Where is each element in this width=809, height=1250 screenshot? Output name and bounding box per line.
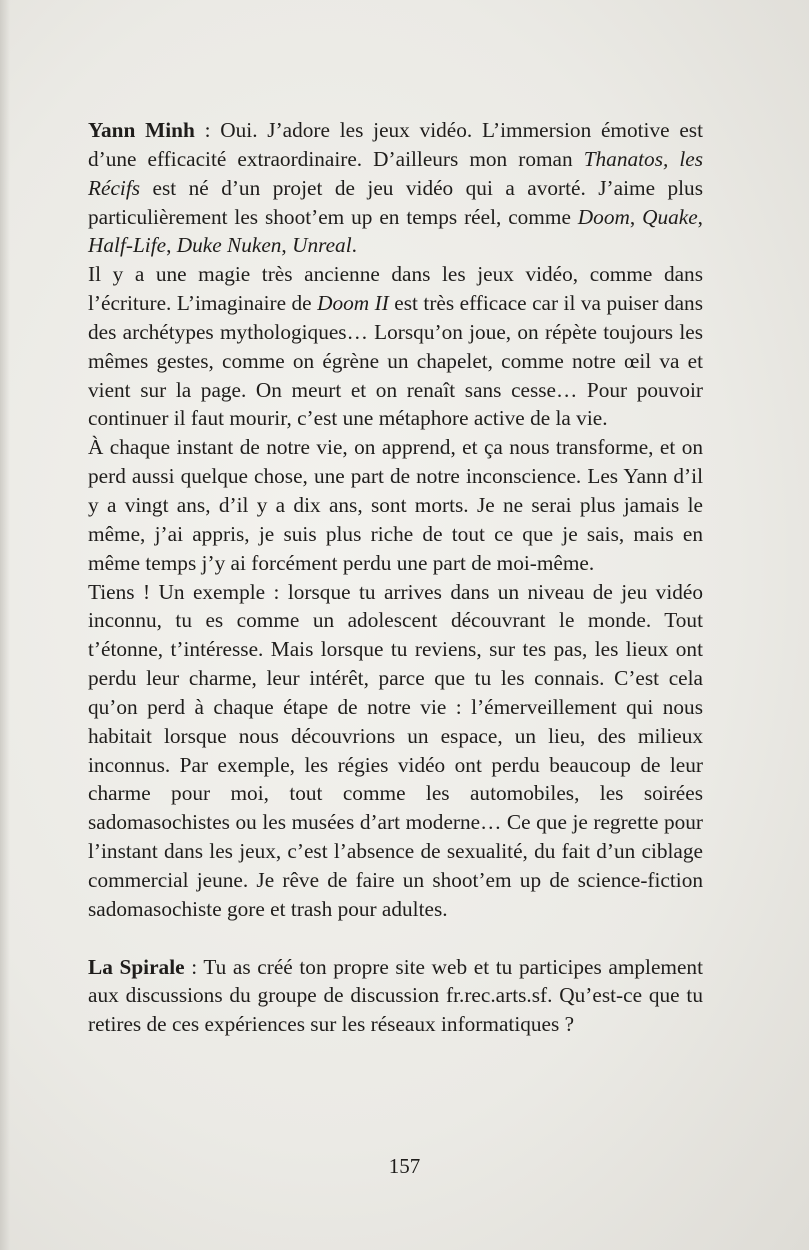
interview-text — [88, 116, 703, 1039]
question-paragraph: La Spirale : Tu as créé ton propre site web et tu participes amplement aux discussions du groupe de discussion fr.rec.arts.sf. Qu’est-ce que tu retires de ces expériences sur les réseaux informatiques ? — [88, 954, 703, 1037]
answer-paragraph-3: À chaque instant de notre vie, on apprend, et ça nous transforme, et on perd aussi quelque chose, une part de notre inconscience. Les Yann d’il y a vingt ans, d’il y a dix ans, sont morts. Je ne serai plus jamais le même, j’ai appris, je suis plus riche de tout ce que je sais, mais en même temps j’y ai forcément perdu une part de moi-même. — [88, 435, 703, 575]
answer-paragraph-1: Yann Minh : Oui. J’adore les jeux vidéo. L’immersion émotive est d’une efficacité extraordinaire. D’ailleurs mon roman Thanatos, les Récifs est né d’un projet de jeu vidéo qui a avorté. J’aime plus particulièrement les shoot’em up en temps réel, comme Doom, Quake, Half-Life, Duke Nuken, Unreal. — [88, 118, 703, 258]
title-half-life: Half-Life — [88, 233, 167, 258]
paragraph-gap — [88, 924, 703, 953]
title-doom: Doom — [577, 204, 630, 229]
title-thanatos: Thanatos, les Récifs — [88, 146, 703, 200]
answer-paragraph-2: Il y a une magie très ancienne dans les jeux vidéo, comme dans l’écriture. L’imaginaire de Doom II est très efficace car il va puiser dans des archétypes mythologiques… Lorsqu’on joue, on répète toujours les mêmes gestes, comme on égrène un chapelet, comme notre œil va et vient sur la page. On meurt et on renaît sans cesse… Pour pouvoir continuer il faut mourir, c’est une métaphore active de la vie. — [88, 262, 703, 431]
page-number: 157 — [388, 1154, 421, 1178]
speaker-la-spirale: La Spirale — [88, 954, 185, 979]
title-doom-ii: Doom II — [317, 291, 389, 316]
answer-paragraph-4: Tiens ! Un exemple : lorsque tu arrives dans un niveau de jeu vidéo inconnu, tu es comme un adolescent découvrant le monde. Tout t’étonne, t’intéresse. Mais lorsque tu reviens, sur tes pas, les lieux ont perdu leur charme, leur intérêt, parce que tu les connais. C’est cela qu’on perd à chaque étape de notre vie : l’émerveillement qui nous habitait lorsque nous découvrions un espace, un lieu, des milieux inconnus. Par exemple, les régies vidéo ont perdu beaucoup de leur charme pour moi, tout comme les automobiles, les soirées sadomasochistes ou les musées d’art moderne… Ce que je regrette pour l’instant dans les jeux, c’est l’absence de sexualité, du fait d’un ciblage commercial jeune. Je rêve de faire un shoot’em up de science-fiction sadomasochiste gore et trash pour adultes. — [88, 579, 703, 921]
title-duke-nuken: Duke Nuken — [176, 233, 282, 258]
speaker-yann-minh: Yann Minh — [88, 118, 195, 142]
title-quake: Quake — [642, 204, 698, 229]
page-edge-shadow — [0, 0, 10, 1250]
title-unreal: Unreal — [292, 233, 352, 258]
